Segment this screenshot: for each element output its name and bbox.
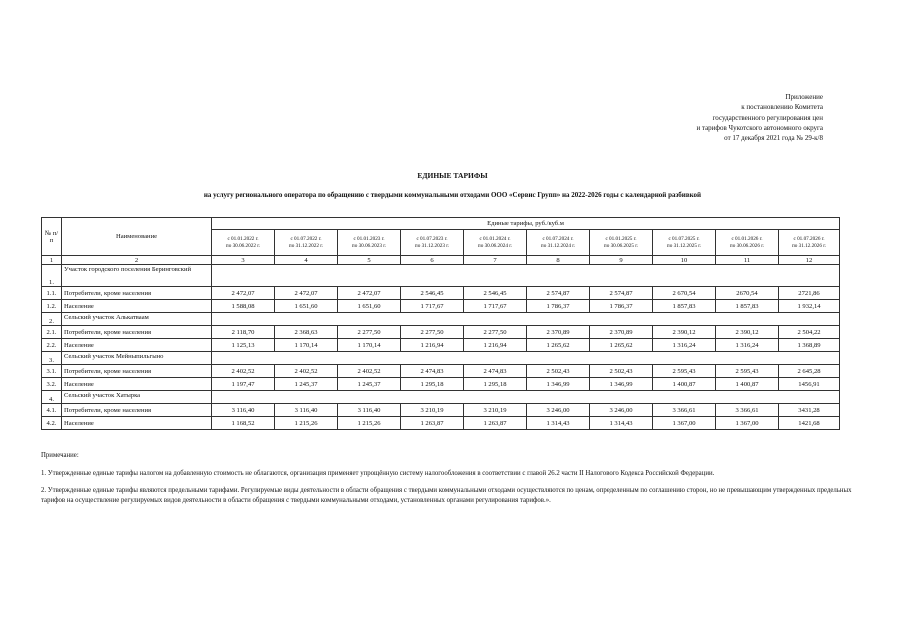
row-number: 1.1. <box>42 287 62 300</box>
period-end: по 30.06.2025 г. <box>603 242 639 249</box>
tariff-value: 2 574,87 <box>590 287 653 300</box>
period-end: по 31.12.2022 г. <box>288 242 324 249</box>
tariff-value: 1 717,67 <box>464 300 527 313</box>
row-name: Население <box>62 417 212 430</box>
section-name: Сельский участок Алькатваам <box>62 313 212 326</box>
period-start: с 01.01.2026 г. <box>731 236 763 242</box>
row-name: Потребители, кроме населения <box>62 326 212 339</box>
column-number: 3 <box>212 256 275 265</box>
column-number: 1 <box>42 256 62 265</box>
table-row <box>42 378 840 391</box>
period-start: с 01.01.2024 г. <box>479 236 511 242</box>
column-number: 8 <box>527 256 590 265</box>
period-end: по 30.06.2026 г. <box>729 242 765 249</box>
tariff-value: 2 670,54 <box>653 287 716 300</box>
tariff-value: 1 295,18 <box>401 378 464 391</box>
section-number: 4. <box>42 391 62 404</box>
appendix-line: от 17 декабря 2021 года № 29-к/8 <box>724 134 823 143</box>
tariff-value: 1 367,00 <box>716 417 779 430</box>
tariff-value: 1 170,14 <box>338 339 401 352</box>
row-number: 2.2. <box>42 339 62 352</box>
notes-block <box>41 451 861 513</box>
tariff-value: 2 402,52 <box>338 365 401 378</box>
tariff-value: 3 246,00 <box>527 404 590 417</box>
tariff-value: 2 645,28 <box>779 365 840 378</box>
section-blank <box>212 352 840 365</box>
row-name: Потребители, кроме населения <box>62 365 212 378</box>
tariff-value: 1 316,24 <box>653 339 716 352</box>
row-name: Потребители, кроме населения <box>62 287 212 300</box>
tariff-value: 1456,91 <box>779 378 840 391</box>
tariff-value: 2 546,45 <box>464 287 527 300</box>
tariff-value: 1 786,37 <box>590 300 653 313</box>
column-number: 4 <box>275 256 338 265</box>
section-name: Сельский участок Хатырка <box>62 391 212 404</box>
section-blank <box>212 313 840 326</box>
row-number: 3.2. <box>42 378 62 391</box>
section-name: Сельский участок Мейныпильгыно <box>62 352 212 365</box>
tariff-value: 1 197,47 <box>212 378 275 391</box>
period-start: с 01.01.2023 г. <box>353 236 385 242</box>
tariff-value: 1 857,83 <box>716 300 779 313</box>
period-start: с 01.01.2025 г. <box>605 236 637 242</box>
tariffs-body <box>42 256 840 430</box>
tariff-value: 2721,86 <box>779 287 840 300</box>
period-start: с 01.07.2026 г. <box>793 236 825 242</box>
header-tariff-group: Единые тарифы, руб./куб.м <box>212 218 840 230</box>
tariff-value: 3 210,19 <box>401 404 464 417</box>
tariff-value: 2 472,07 <box>275 287 338 300</box>
period-start: с 01.07.2024 г. <box>542 236 574 242</box>
table-row <box>42 404 840 417</box>
period-end: по 31.12.2024 г. <box>540 242 576 249</box>
tariff-value: 3 116,40 <box>275 404 338 417</box>
period-end: по 30.06.2024 г. <box>477 242 513 249</box>
column-number: 7 <box>464 256 527 265</box>
section-row <box>42 391 840 404</box>
tariff-value: 2 277,50 <box>401 326 464 339</box>
tariff-value: 2 546,45 <box>401 287 464 300</box>
tariff-value: 1 367,00 <box>653 417 716 430</box>
column-number: 5 <box>338 256 401 265</box>
section-row <box>42 265 840 287</box>
tariff-value: 1 263,87 <box>464 417 527 430</box>
tariff-value: 1 170,14 <box>275 339 338 352</box>
document-subtitle: на услугу регионального оператора по обращению с твердыми коммунальными отходами ООО «Сервис Групп» на 2022-2026 годы с календарной разбивкой <box>203 191 702 199</box>
period-header <box>338 230 401 256</box>
tariff-value: 1 314,43 <box>590 417 653 430</box>
period-header <box>590 230 653 256</box>
period-end: по 30.06.2023 г. <box>351 242 387 249</box>
header-name: Наименование <box>62 218 212 256</box>
period-end: по 31.12.2026 г. <box>791 242 827 249</box>
section-blank <box>212 265 840 287</box>
tariff-value: 1421,68 <box>779 417 840 430</box>
tariff-value: 1 651,60 <box>275 300 338 313</box>
period-start: с 01.07.2023 г. <box>416 236 448 242</box>
row-name: Население <box>62 300 212 313</box>
notes-heading: Примечание: <box>41 452 79 459</box>
tariff-value: 2 472,07 <box>338 287 401 300</box>
header-num: № п/п <box>42 218 62 256</box>
note-item: 1. Утвержденные единые тарифы налогом на добавленную стоимость не облагаются, организация применяет упрощённую систему налогообложения в соответствии с главой 26.2 части II Налогового Кодекса Российской Федерации. <box>41 469 715 477</box>
tariff-value: 3 210,19 <box>464 404 527 417</box>
tariff-value: 3 246,00 <box>590 404 653 417</box>
tariff-value: 1 265,62 <box>590 339 653 352</box>
column-number-row <box>42 256 840 265</box>
tariff-value: 2 595,43 <box>653 365 716 378</box>
tariff-value: 2 472,07 <box>212 287 275 300</box>
tariff-value: 2 277,50 <box>338 326 401 339</box>
tariff-value: 2 390,12 <box>716 326 779 339</box>
row-name: Потребители, кроме населения <box>62 404 212 417</box>
row-name: Население <box>62 339 212 352</box>
tariff-value: 1 215,26 <box>338 417 401 430</box>
tariff-value: 2 574,87 <box>527 287 590 300</box>
tariff-value: 3 366,61 <box>716 404 779 417</box>
tariff-value: 1 400,87 <box>716 378 779 391</box>
appendix-block <box>583 92 823 143</box>
tariff-value: 2 402,52 <box>275 365 338 378</box>
tariff-value: 1 216,94 <box>464 339 527 352</box>
tariff-value: 1 295,18 <box>464 378 527 391</box>
table-row <box>42 287 840 300</box>
column-number: 2 <box>62 256 212 265</box>
tariff-value: 1 932,14 <box>779 300 840 313</box>
appendix-line: государственного регулирования цен <box>712 113 823 122</box>
tariff-value: 1 215,26 <box>275 417 338 430</box>
table-row <box>42 326 840 339</box>
tariff-value: 2 390,12 <box>653 326 716 339</box>
tariff-value: 1 717,67 <box>401 300 464 313</box>
column-number: 10 <box>653 256 716 265</box>
tariff-value: 1 216,94 <box>401 339 464 352</box>
section-number: 2. <box>42 313 62 326</box>
tariff-value: 2 370,89 <box>590 326 653 339</box>
period-start: с 01.07.2022 г. <box>290 236 322 242</box>
tariff-value: 1 245,37 <box>338 378 401 391</box>
column-number: 12 <box>779 256 840 265</box>
row-number: 1.2. <box>42 300 62 313</box>
table-row <box>42 417 840 430</box>
section-number: 1. <box>42 265 62 287</box>
tariff-value: 1 651,60 <box>338 300 401 313</box>
tariff-value: 1 786,37 <box>527 300 590 313</box>
tariff-value: 1 245,37 <box>275 378 338 391</box>
period-header <box>464 230 527 256</box>
period-header <box>653 230 716 256</box>
tariff-value: 2 502,43 <box>590 365 653 378</box>
tariff-value: 3431,28 <box>779 404 840 417</box>
tariffs-table <box>41 217 840 430</box>
period-header <box>716 230 779 256</box>
column-number: 6 <box>401 256 464 265</box>
tariff-value: 1 265,62 <box>527 339 590 352</box>
tariff-value: 2 370,89 <box>527 326 590 339</box>
appendix-line: Приложение <box>785 93 823 101</box>
period-header <box>779 230 840 256</box>
row-number: 2.1. <box>42 326 62 339</box>
tariff-value: 2 277,50 <box>464 326 527 339</box>
row-number: 4.1. <box>42 404 62 417</box>
tariff-value: 2670,54 <box>716 287 779 300</box>
tariff-value: 1 857,83 <box>653 300 716 313</box>
section-name: Участок городского поселения Беринговский <box>62 265 212 287</box>
tariff-value: 1 368,89 <box>779 339 840 352</box>
tariff-value: 1 346,99 <box>590 378 653 391</box>
tariff-value: 3 116,40 <box>212 404 275 417</box>
period-end: по 30.06.2022 г. <box>225 242 261 249</box>
tariff-value: 2 595,43 <box>716 365 779 378</box>
section-row <box>42 352 840 365</box>
section-blank <box>212 391 840 404</box>
row-number: 4.2. <box>42 417 62 430</box>
section-number: 3. <box>42 352 62 365</box>
period-header <box>527 230 590 256</box>
tariff-value: 2 118,70 <box>212 326 275 339</box>
tariff-value: 3 116,40 <box>338 404 401 417</box>
period-start: с 01.07.2025 г. <box>668 236 700 242</box>
table-row <box>42 365 840 378</box>
appendix-line: и тарифов Чукотского автономного округа <box>696 123 823 132</box>
tariff-value: 1 400,87 <box>653 378 716 391</box>
tariff-value: 1 316,24 <box>716 339 779 352</box>
tariff-value: 1 588,08 <box>212 300 275 313</box>
tariff-value: 1 263,87 <box>401 417 464 430</box>
column-number: 9 <box>590 256 653 265</box>
tariff-value: 1 168,52 <box>212 417 275 430</box>
tariff-value: 2 474,83 <box>464 365 527 378</box>
document-title: ЕДИНЫЕ ТАРИФЫ <box>417 171 488 180</box>
period-header <box>275 230 338 256</box>
period-header <box>401 230 464 256</box>
tariff-value: 2 368,63 <box>275 326 338 339</box>
tariff-value: 1 346,99 <box>527 378 590 391</box>
table-row <box>42 300 840 313</box>
section-row <box>42 313 840 326</box>
tariff-value: 2 402,52 <box>212 365 275 378</box>
tariff-value: 2 502,43 <box>527 365 590 378</box>
column-number: 11 <box>716 256 779 265</box>
tariff-value: 3 366,61 <box>653 404 716 417</box>
tariff-value: 1 314,43 <box>527 417 590 430</box>
note-item: 2. Утвержденные единые тарифы являются предельными тарифами. Регулируемые виды деятельности в области обращения с твердыми коммунальными отходами осуществляются по ценам, определенным по соглашению сторон, но не превышающим утвержденных предельных тарифов на осуществление регулируемых видов деятельности в области обращения с твердыми коммунальными отходами, установленных органами регулирования тарифов.». <box>41 487 852 504</box>
period-end: по 31.12.2023 г. <box>414 242 450 249</box>
table-row <box>42 339 840 352</box>
tariff-value: 2 504,22 <box>779 326 840 339</box>
period-start: с 01.01.2022 г. <box>227 236 259 242</box>
tariff-value: 2 474,83 <box>401 365 464 378</box>
period-header <box>212 230 275 256</box>
appendix-line: к постановлению Комитета <box>741 103 823 112</box>
row-number: 3.1. <box>42 365 62 378</box>
period-end: по 31.12.2025 г. <box>666 242 702 249</box>
tariff-value: 1 125,13 <box>212 339 275 352</box>
row-name: Население <box>62 378 212 391</box>
